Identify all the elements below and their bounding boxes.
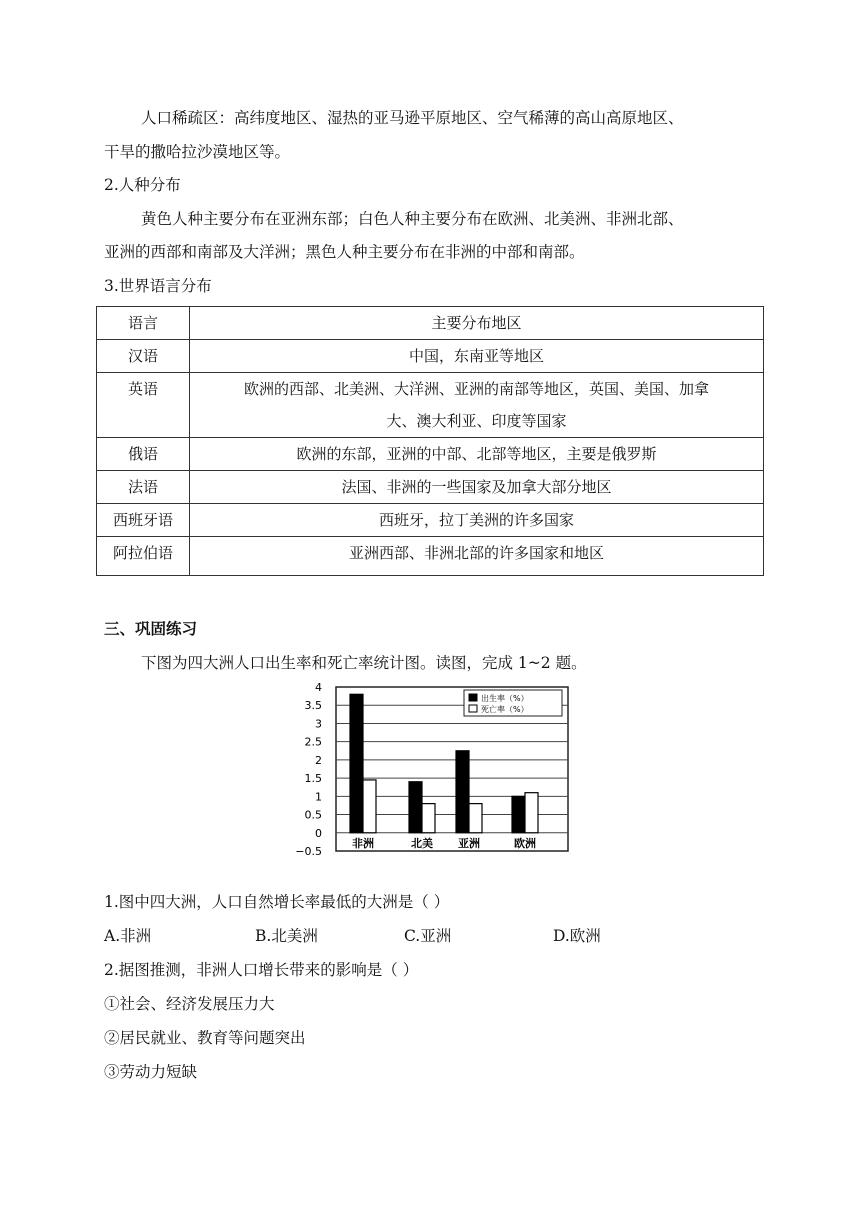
q2-item-1: ①社会、经济发展压力大	[104, 995, 275, 1013]
table-cell-region-line-1: 欧洲的西部、北美洲、大洋洲、亚洲的南部等地区，英国、美国、加拿	[243, 380, 709, 398]
x-tick-label: 北美	[411, 837, 433, 850]
language-table	[96, 306, 764, 576]
table-cell-region: 欧洲的东部，亚洲的中部、北部等地区，主要是俄罗斯	[190, 438, 764, 471]
y-tick-label: 0	[315, 826, 322, 840]
birth-rate-bar	[512, 796, 525, 832]
question-1: 1.图中四大洲，人口自然增长率最低的大洲是（ ）	[104, 893, 450, 911]
q2-item-3: ③劳动力短缺	[104, 1063, 198, 1081]
q1-option-d[interactable]: D.欧洲	[553, 927, 601, 945]
table-cell-language: 西班牙语	[97, 504, 190, 537]
y-tick-label: 0.5	[304, 808, 322, 822]
y-tick-label: 1.5	[304, 772, 322, 786]
y-tick-label: 2	[315, 753, 322, 767]
race-heading: 2.人种分布	[104, 176, 181, 194]
x-tick-label: 欧洲	[514, 837, 536, 850]
death-rate-bar	[525, 793, 538, 833]
table-cell-language: 俄语	[97, 438, 190, 471]
intro-line-2: 干旱的撒哈拉沙漠地区等。	[104, 143, 291, 161]
legend-label: 出生率（%）	[481, 694, 529, 703]
chart-legend	[464, 690, 562, 716]
table-cell-language: 阿拉伯语	[97, 537, 190, 576]
table-cell-region: 亚洲西部、非洲北部的许多国家和地区	[190, 537, 764, 576]
death-rate-bar	[363, 780, 376, 833]
q1-option-b[interactable]: B.北美洲	[255, 927, 318, 945]
legend-label: 死亡率（%）	[481, 705, 529, 714]
table-cell-region: 西班牙，拉丁美洲的许多国家	[190, 504, 764, 537]
table-cell-language: 汉语	[97, 340, 190, 373]
table-row	[97, 373, 764, 438]
race-line-1: 黄色人种主要分布在亚洲东部；白色人种主要分布在欧洲、北美洲、非洲北部、	[141, 210, 684, 228]
table-header-row	[97, 307, 764, 340]
birth-rate-bar	[350, 694, 363, 832]
table-header-region: 主要分布地区	[190, 307, 764, 340]
table-row	[97, 340, 764, 373]
language-heading: 3.世界语言分布	[104, 277, 212, 295]
practice-intro: 下图为四大洲人口出生率和死亡率统计图。读图，完成 1~2 题。	[141, 654, 587, 672]
chart-y-axis	[295, 681, 322, 858]
table-row	[97, 504, 764, 537]
y-tick-label: 3	[315, 717, 322, 731]
y-tick-label: 1	[315, 790, 322, 804]
birth-rate-bar	[409, 782, 422, 833]
birth-rate-bar	[456, 751, 469, 833]
x-tick-label: 亚洲	[458, 837, 480, 850]
table-row	[97, 537, 764, 576]
y-tick-label: 3.5	[304, 699, 322, 713]
birth-death-rate-chart	[295, 680, 574, 872]
table-row	[97, 471, 764, 504]
q1-option-c[interactable]: C.亚洲	[404, 927, 452, 945]
table-cell-region-line-2: 大、澳大利亚、印度等国家	[386, 412, 567, 430]
y-tick-label: 2.5	[304, 735, 322, 749]
race-line-2: 亚洲的西部和南部及大洋洲；黑色人种主要分布在非洲的中部和南部。	[104, 243, 585, 261]
death-rate-bar	[422, 804, 435, 833]
table-cell-language: 英语	[97, 373, 190, 438]
death-rate-bar	[469, 804, 482, 833]
practice-heading: 三、巩固练习	[104, 620, 198, 638]
y-tick-label: −0.5	[295, 845, 322, 858]
table-cell-region: 中国，东南亚等地区	[190, 340, 764, 373]
y-tick-label: 4	[315, 681, 322, 694]
q2-item-2: ②居民就业、教育等问题突出	[104, 1029, 306, 1047]
legend-swatch	[469, 694, 477, 701]
intro-line-1: 人口稀疏区：高纬度地区、湿热的亚马逊平原地区、空气稀薄的高山高原地区、	[141, 109, 684, 127]
x-tick-label: 非洲	[352, 837, 374, 850]
q1-option-a[interactable]: A.非洲	[104, 927, 152, 945]
table-cell-language: 法语	[97, 471, 190, 504]
legend-swatch	[469, 705, 477, 712]
question-2: 2.据图推测，非洲人口增长带来的影响是（ ）	[104, 961, 419, 979]
table-cell-region: 法国、非洲的一些国家及加拿大部分地区	[190, 471, 764, 504]
table-header-language: 语言	[97, 307, 190, 340]
table-row	[97, 438, 764, 471]
table-cell-region	[190, 373, 764, 438]
